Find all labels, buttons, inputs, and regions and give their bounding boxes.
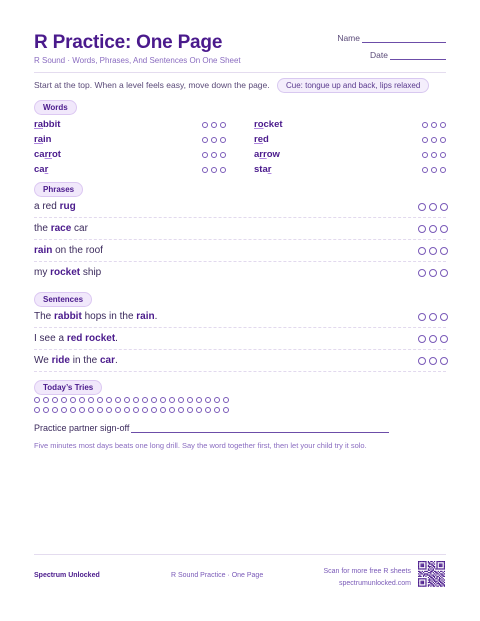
tally-circle[interactable] (440, 137, 446, 143)
try-circle[interactable] (124, 397, 130, 403)
tally-circle[interactable] (422, 167, 428, 173)
try-circle[interactable] (70, 397, 76, 403)
tally-circles (418, 247, 448, 255)
word-part: in (42, 134, 52, 145)
word-part: d (262, 134, 269, 145)
word-part: ot (51, 149, 61, 160)
tally-circle[interactable] (431, 152, 437, 158)
try-circle[interactable] (133, 397, 139, 403)
date-label: Date (370, 50, 388, 60)
phrase-text: the (34, 223, 51, 234)
sentence-text: in the (69, 355, 100, 366)
word-part: bbit (42, 119, 61, 130)
tally-circles (422, 122, 446, 128)
footer-center: R Sound Practice · One Page (171, 572, 264, 579)
row-divider (34, 239, 446, 240)
tally-circle[interactable] (211, 167, 217, 173)
row-divider (34, 217, 446, 218)
sentence-item (34, 355, 118, 366)
word-part: ca (34, 164, 45, 175)
tally-circle[interactable] (429, 313, 437, 321)
try-circle[interactable] (70, 407, 76, 413)
r-word: rain (136, 311, 155, 322)
footer-divider (34, 554, 446, 555)
date-blank[interactable] (390, 59, 446, 60)
tally-circles (422, 152, 446, 158)
try-circle[interactable] (43, 397, 49, 403)
tally-circle[interactable] (202, 122, 208, 128)
name-label: Name (337, 33, 360, 43)
try-circle[interactable] (79, 397, 85, 403)
word-item (34, 149, 61, 160)
try-circle[interactable] (178, 397, 184, 403)
word-item (34, 134, 51, 145)
try-circle[interactable] (34, 397, 40, 403)
tally-circle[interactable] (440, 152, 446, 158)
try-circle[interactable] (79, 407, 85, 413)
try-circle[interactable] (178, 407, 184, 413)
try-circle[interactable] (187, 407, 193, 413)
section-phrases-label: Phrases (34, 182, 83, 197)
try-circle[interactable] (34, 407, 40, 413)
r-sound-highlight: rr (44, 149, 52, 160)
tally-circles (418, 203, 448, 211)
r-word: red rocket (66, 333, 116, 344)
phrase-text: ship (80, 267, 102, 278)
tally-circle[interactable] (429, 247, 437, 255)
try-circle[interactable] (106, 407, 112, 413)
tally-circle[interactable] (418, 269, 426, 277)
r-word: rug (59, 201, 76, 212)
tally-circle[interactable] (440, 357, 448, 365)
tally-circles (202, 137, 226, 143)
try-circle[interactable] (52, 407, 58, 413)
tally-circle[interactable] (220, 167, 226, 173)
r-sound-highlight: ra (34, 134, 43, 145)
try-circle[interactable] (115, 397, 121, 403)
try-circle[interactable] (88, 397, 94, 403)
sentence-item (34, 333, 118, 344)
signoff-blank[interactable] (131, 432, 389, 433)
r-word: car (99, 355, 115, 366)
tally-circles (418, 269, 448, 277)
tally-circle[interactable] (220, 152, 226, 158)
tally-circle[interactable] (211, 122, 217, 128)
word-item (34, 119, 60, 130)
try-circle[interactable] (142, 407, 148, 413)
tally-circle[interactable] (431, 167, 437, 173)
r-word: race (50, 223, 72, 234)
r-word: rain (34, 245, 53, 256)
try-circle[interactable] (52, 397, 58, 403)
footer-url: spectrumunlocked.com (339, 580, 411, 587)
try-circle[interactable] (223, 397, 229, 403)
phrase-text: car (71, 223, 88, 234)
sentence-text: The (34, 311, 55, 322)
try-circle[interactable] (142, 397, 148, 403)
try-circle[interactable] (214, 397, 220, 403)
sentence-text: We (34, 355, 52, 366)
intro-text: Start at the top. When a level feels easy, move down the page. (34, 80, 270, 90)
try-circle[interactable] (187, 397, 193, 403)
footer-scan-text (323, 566, 411, 590)
row-divider (34, 261, 446, 262)
word-item (254, 149, 280, 160)
r-sound-highlight: ra (34, 119, 43, 130)
tries-row (34, 397, 229, 403)
sentence-text: . (154, 311, 158, 322)
tally-circles (422, 167, 446, 173)
phrase-text: on the roof (52, 245, 103, 256)
tally-circle[interactable] (202, 152, 208, 158)
phrase-item (34, 245, 103, 256)
row-divider (34, 349, 446, 350)
tally-circle[interactable] (431, 122, 437, 128)
signoff-label: Practice partner sign-off (34, 423, 130, 433)
try-circle[interactable] (97, 397, 103, 403)
tally-circles (202, 152, 226, 158)
word-item (254, 164, 271, 175)
try-circle[interactable] (160, 407, 166, 413)
try-circle[interactable] (151, 407, 157, 413)
try-circle[interactable] (61, 407, 67, 413)
try-circle[interactable] (97, 407, 103, 413)
tally-circle[interactable] (440, 122, 446, 128)
row-divider (34, 371, 446, 372)
tally-circle[interactable] (440, 167, 446, 173)
date-field[interactable] (370, 50, 446, 60)
cue-badge: Cue: tongue up and back, lips relaxed (277, 78, 429, 93)
sentence-text: . (115, 355, 118, 366)
tally-circle[interactable] (429, 203, 437, 211)
section-sentences-label: Sentences (34, 292, 92, 307)
sentence-item (34, 311, 157, 322)
phrase-text: a red (34, 201, 60, 212)
r-word: rabbit (54, 311, 82, 322)
tally-circle[interactable] (440, 203, 448, 211)
practice-note: Five minutes most days beats one long drill. Say the word together first, then let your child try it solo. (34, 441, 367, 450)
tally-circle[interactable] (220, 122, 226, 128)
tally-circle[interactable] (418, 225, 426, 233)
try-circle[interactable] (169, 407, 175, 413)
name-blank[interactable] (362, 42, 446, 43)
tally-circles (202, 167, 226, 173)
r-sound-highlight: r (44, 164, 49, 175)
try-circle[interactable] (169, 397, 175, 403)
tally-circle[interactable] (202, 137, 208, 143)
header-divider (34, 72, 446, 73)
tally-circle[interactable] (220, 137, 226, 143)
try-circle[interactable] (133, 407, 139, 413)
tally-circle[interactable] (440, 247, 448, 255)
sentence-text: hops in the (81, 311, 137, 322)
r-sound-highlight: ro (254, 119, 264, 130)
word-item (254, 134, 269, 145)
try-circle[interactable] (124, 407, 130, 413)
tally-circle[interactable] (418, 335, 426, 343)
word-part: ow (266, 149, 280, 160)
tally-circle[interactable] (211, 152, 217, 158)
qr-code[interactable] (418, 561, 445, 588)
section-words-label: Words (34, 100, 77, 115)
tally-circle[interactable] (418, 313, 426, 321)
signoff-field[interactable] (34, 423, 389, 433)
tally-circle[interactable] (418, 203, 426, 211)
name-field[interactable] (337, 33, 446, 43)
tries-row (34, 407, 229, 413)
word-item (254, 119, 283, 130)
try-circle[interactable] (196, 407, 202, 413)
row-divider (34, 327, 446, 328)
tally-circles (418, 225, 448, 233)
tally-circle[interactable] (440, 225, 448, 233)
tally-circles (418, 357, 448, 365)
tally-circle[interactable] (440, 313, 448, 321)
tally-circle[interactable] (422, 137, 428, 143)
tally-circle[interactable] (429, 269, 437, 277)
page-title: R Practice: One Page (34, 32, 223, 53)
r-word: ride (51, 355, 70, 366)
phrase-text: my (34, 267, 51, 278)
phrase-item (34, 201, 76, 212)
phrase-item (34, 267, 101, 278)
sentence-text: I see a (34, 333, 67, 344)
tally-circle[interactable] (211, 137, 217, 143)
try-circle[interactable] (115, 407, 121, 413)
tally-circles (418, 335, 448, 343)
r-sound-highlight: re (254, 134, 263, 145)
try-circle[interactable] (151, 397, 157, 403)
tally-circle[interactable] (422, 122, 428, 128)
page-subtitle: R Sound · Words, Phrases, And Sentences On One Sheet (34, 56, 241, 65)
try-circle[interactable] (205, 407, 211, 413)
tally-circle[interactable] (418, 357, 426, 365)
tally-circle[interactable] (429, 357, 437, 365)
try-circle[interactable] (88, 407, 94, 413)
word-part: cket (263, 119, 283, 130)
tally-circle[interactable] (429, 225, 437, 233)
try-circle[interactable] (214, 407, 220, 413)
tally-circle[interactable] (440, 335, 448, 343)
word-item (34, 164, 48, 175)
try-circle[interactable] (196, 397, 202, 403)
r-word: rocket (50, 267, 81, 278)
word-part: a (254, 149, 260, 160)
tally-circle[interactable] (418, 247, 426, 255)
try-circle[interactable] (205, 397, 211, 403)
tally-circle[interactable] (431, 137, 437, 143)
try-circle[interactable] (106, 397, 112, 403)
try-circle[interactable] (61, 397, 67, 403)
tally-circles (202, 122, 226, 128)
sentence-text: . (115, 333, 118, 344)
phrase-item (34, 223, 88, 234)
tally-circle[interactable] (429, 335, 437, 343)
try-circle[interactable] (160, 397, 166, 403)
footer-scan: Scan for more free R sheets (323, 568, 411, 575)
word-part: sta (254, 164, 268, 175)
word-part: ca (34, 149, 45, 160)
tally-circle[interactable] (202, 167, 208, 173)
try-circle[interactable] (43, 407, 49, 413)
tally-circles (422, 137, 446, 143)
tally-circles (418, 313, 448, 321)
tally-circle[interactable] (440, 269, 448, 277)
r-sound-highlight: rr (259, 149, 267, 160)
tally-circle[interactable] (422, 152, 428, 158)
try-circle[interactable] (223, 407, 229, 413)
footer-brand: Spectrum Unlocked (34, 572, 100, 579)
r-sound-highlight: r (267, 164, 272, 175)
section-tries-label: Today’s Tries (34, 380, 102, 395)
